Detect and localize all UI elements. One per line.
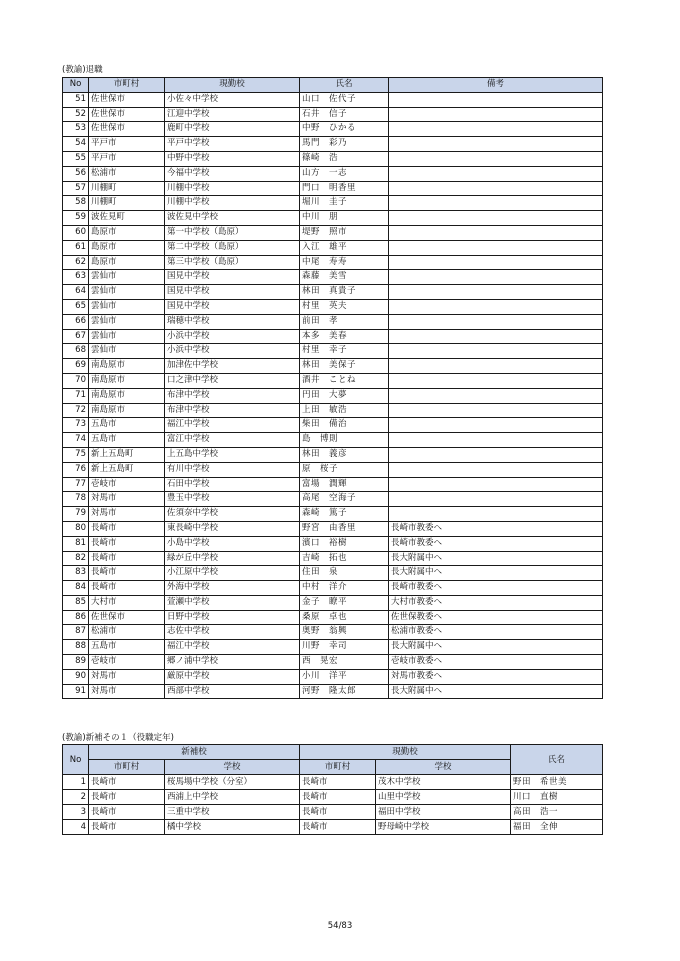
- cell-name: 村里 英夫: [300, 299, 389, 314]
- cell-no: 81: [63, 536, 89, 551]
- cell-new-school: 橘中学校: [165, 820, 300, 835]
- cell-remarks: [389, 225, 603, 240]
- cell-city: 松浦市: [89, 625, 165, 640]
- cell-name: 馬門 彩乃: [300, 137, 389, 152]
- cell-name: 森崎 篤子: [300, 507, 389, 522]
- cell-no: 85: [63, 595, 89, 610]
- cell-school: 小浜中学校: [165, 344, 300, 359]
- cell-school: 東長崎中学校: [165, 521, 300, 536]
- cell-city: 壱岐市: [89, 655, 165, 670]
- cell-remarks: [389, 196, 603, 211]
- new-appointment-table: [62, 744, 603, 835]
- cell-school: 緑が丘中学校: [165, 551, 300, 566]
- cell-city: 島原市: [89, 225, 165, 240]
- table-row: [63, 566, 603, 581]
- table-row: [63, 373, 603, 388]
- cell-remarks: [389, 255, 603, 270]
- cell-school: 小島中学校: [165, 536, 300, 551]
- cell-no: 62: [63, 255, 89, 270]
- cell-remarks: [389, 299, 603, 314]
- cell-school: 布津中学校: [165, 388, 300, 403]
- table-row: [63, 433, 603, 448]
- subheader-new-city: 市町村: [89, 760, 165, 775]
- cell-no: 67: [63, 329, 89, 344]
- cell-city: 南島原市: [89, 388, 165, 403]
- cell-city: 雲仙市: [89, 314, 165, 329]
- table-header-row: [63, 745, 603, 760]
- cell-name: 村里 幸子: [300, 344, 389, 359]
- cell-no: 79: [63, 507, 89, 522]
- cell-name: 中尾 寿寿: [300, 255, 389, 270]
- cell-school: 石田中学校: [165, 477, 300, 492]
- table-row: [63, 610, 603, 625]
- cell-name: 川口 直樹: [511, 790, 603, 805]
- cell-name: 桑原 卓也: [300, 610, 389, 625]
- cell-new-city: 長崎市: [89, 775, 165, 790]
- cell-remarks: [389, 359, 603, 374]
- cell-no: 52: [63, 107, 89, 122]
- cell-city: 新上五島町: [89, 462, 165, 477]
- cell-new-city: 長崎市: [89, 820, 165, 835]
- cell-new-school: 三重中学校: [165, 805, 300, 820]
- cell-name: 本多 美春: [300, 329, 389, 344]
- retirement-table: [62, 77, 603, 699]
- table-row: [63, 196, 603, 211]
- header-school: 現勤校: [165, 78, 300, 93]
- table-row: [63, 640, 603, 655]
- subheader-new-school: 学校: [165, 760, 300, 775]
- cell-name: 上田 敏浩: [300, 403, 389, 418]
- cell-no: 71: [63, 388, 89, 403]
- cell-school: 志佐中学校: [165, 625, 300, 640]
- cell-name: 川野 幸司: [300, 640, 389, 655]
- cell-city: 波佐見町: [89, 211, 165, 226]
- cell-city: 雲仙市: [89, 329, 165, 344]
- cell-no: 56: [63, 166, 89, 181]
- cell-school: 口之津中学校: [165, 373, 300, 388]
- cell-no: 63: [63, 270, 89, 285]
- header-no: No: [63, 78, 89, 93]
- cell-no: 51: [63, 92, 89, 107]
- table-row: [63, 492, 603, 507]
- header-name: 氏名: [300, 78, 389, 93]
- cell-school: 今福中学校: [165, 166, 300, 181]
- cell-remarks: 大村市教委へ: [389, 595, 603, 610]
- cell-school: 日野中学校: [165, 610, 300, 625]
- table-row: [63, 477, 603, 492]
- cell-name: 野宮 由香里: [300, 521, 389, 536]
- cell-city: 五島市: [89, 640, 165, 655]
- cell-remarks: 長大附属中へ: [389, 551, 603, 566]
- cell-name: 篠崎 浩: [300, 151, 389, 166]
- cell-name: 山口 佐代子: [300, 92, 389, 107]
- cell-no: 61: [63, 240, 89, 255]
- table-row: [63, 521, 603, 536]
- table-row: [63, 359, 603, 374]
- cell-city: 対馬市: [89, 684, 165, 699]
- cell-city: 新上五島町: [89, 447, 165, 462]
- cell-no: 86: [63, 610, 89, 625]
- cell-name: 入江 雄平: [300, 240, 389, 255]
- table-row: [63, 329, 603, 344]
- cell-name: 住田 泉: [300, 566, 389, 581]
- cell-new-school: 西浦上中学校: [165, 790, 300, 805]
- table-row: [63, 299, 603, 314]
- cell-no: 54: [63, 137, 89, 152]
- cell-remarks: [389, 181, 603, 196]
- cell-no: 4: [63, 820, 89, 835]
- cell-no: 1: [63, 775, 89, 790]
- cell-name: 中野 ひかる: [300, 122, 389, 137]
- cell-name: 小川 洋平: [300, 669, 389, 684]
- table-row: [63, 388, 603, 403]
- cell-city: 佐世保市: [89, 107, 165, 122]
- cell-name: 森藤 美雪: [300, 270, 389, 285]
- cell-name: 野田 希世美: [511, 775, 603, 790]
- cell-school: 江迎中学校: [165, 107, 300, 122]
- table-row: [63, 805, 603, 820]
- cell-name: 福田 全伸: [511, 820, 603, 835]
- cell-school: 萱瀬中学校: [165, 595, 300, 610]
- table-row: [63, 669, 603, 684]
- cell-remarks: 長大附属中へ: [389, 566, 603, 581]
- cell-remarks: [389, 403, 603, 418]
- cell-remarks: [389, 388, 603, 403]
- cell-city: 南島原市: [89, 403, 165, 418]
- cell-city: 長崎市: [89, 551, 165, 566]
- cell-school: 上五島中学校: [165, 447, 300, 462]
- section2-title: (教諭)新補その１（役職定年): [62, 733, 174, 743]
- table-row: [63, 536, 603, 551]
- cell-no: 84: [63, 581, 89, 596]
- cell-no: 80: [63, 521, 89, 536]
- cell-remarks: [389, 462, 603, 477]
- cell-no: 60: [63, 225, 89, 240]
- cell-school: 西部中学校: [165, 684, 300, 699]
- cell-city: 対馬市: [89, 669, 165, 684]
- cell-name: 林田 義彦: [300, 447, 389, 462]
- cell-no: 55: [63, 151, 89, 166]
- cell-name: 林田 美保子: [300, 359, 389, 374]
- cell-school: 鹿町中学校: [165, 122, 300, 137]
- cell-city: 長崎市: [89, 521, 165, 536]
- cell-remarks: [389, 373, 603, 388]
- cell-name: 奥野 翁興: [300, 625, 389, 640]
- cell-school: 富江中学校: [165, 433, 300, 448]
- cell-remarks: 佐世保教委へ: [389, 610, 603, 625]
- cell-city: 五島市: [89, 418, 165, 433]
- cell-remarks: [389, 211, 603, 226]
- cell-no: 57: [63, 181, 89, 196]
- cell-school: 第三中学校（島原）: [165, 255, 300, 270]
- table-row: [63, 314, 603, 329]
- cell-name: 高田 浩一: [511, 805, 603, 820]
- cell-school: 第一中学校（島原）: [165, 225, 300, 240]
- cell-no: 75: [63, 447, 89, 462]
- cell-name: 前田 孝: [300, 314, 389, 329]
- cell-school: 布津中学校: [165, 403, 300, 418]
- cell-city: 長崎市: [89, 536, 165, 551]
- header-no: No: [63, 745, 89, 775]
- table-row: [63, 581, 603, 596]
- cell-remarks: 長崎市教委へ: [389, 536, 603, 551]
- table-row: [63, 137, 603, 152]
- cell-no: 77: [63, 477, 89, 492]
- cell-name: 堤野 照市: [300, 225, 389, 240]
- cell-no: 2: [63, 790, 89, 805]
- cell-current-school: 山里中学校: [376, 790, 511, 805]
- cell-remarks: 長崎市教委へ: [389, 521, 603, 536]
- cell-name: 原 桜子: [300, 462, 389, 477]
- cell-city: 島原市: [89, 240, 165, 255]
- cell-no: 88: [63, 640, 89, 655]
- header-remarks: 備考: [389, 78, 603, 93]
- cell-no: 64: [63, 285, 89, 300]
- cell-city: 雲仙市: [89, 299, 165, 314]
- table-row: [63, 625, 603, 640]
- cell-remarks: [389, 285, 603, 300]
- table-row: [63, 403, 603, 418]
- cell-remarks: [389, 92, 603, 107]
- cell-no: 82: [63, 551, 89, 566]
- cell-school: 外海中学校: [165, 581, 300, 596]
- table-row: [63, 684, 603, 699]
- cell-remarks: [389, 344, 603, 359]
- cell-school: 国見中学校: [165, 270, 300, 285]
- cell-no: 68: [63, 344, 89, 359]
- cell-new-city: 長崎市: [89, 790, 165, 805]
- cell-remarks: [389, 418, 603, 433]
- cell-no: 74: [63, 433, 89, 448]
- cell-remarks: 長大附属中へ: [389, 640, 603, 655]
- cell-name: 円田 大夢: [300, 388, 389, 403]
- cell-school: 国見中学校: [165, 285, 300, 300]
- header-new-school: 新補校: [89, 745, 300, 760]
- cell-no: 83: [63, 566, 89, 581]
- cell-remarks: [389, 447, 603, 462]
- cell-name: 柴田 備治: [300, 418, 389, 433]
- cell-name: 門口 明香里: [300, 181, 389, 196]
- table-row: [63, 655, 603, 670]
- cell-city: 南島原市: [89, 373, 165, 388]
- cell-school: 第二中学校（島原）: [165, 240, 300, 255]
- cell-no: 72: [63, 403, 89, 418]
- cell-remarks: [389, 166, 603, 181]
- cell-city: 五島市: [89, 433, 165, 448]
- table-header-row: [63, 78, 603, 93]
- cell-city: 佐世保市: [89, 92, 165, 107]
- cell-no: 73: [63, 418, 89, 433]
- cell-new-school: 桜馬場中学校（分室）: [165, 775, 300, 790]
- cell-remarks: [389, 477, 603, 492]
- cell-remarks: [389, 507, 603, 522]
- section1-title: (教諭)退職: [62, 65, 103, 75]
- cell-name: 富場 潤輝: [300, 477, 389, 492]
- cell-city: 川棚町: [89, 181, 165, 196]
- cell-no: 59: [63, 211, 89, 226]
- cell-remarks: [389, 270, 603, 285]
- cell-current-school: 福田中学校: [376, 805, 511, 820]
- cell-school: 平戸中学校: [165, 137, 300, 152]
- table-row: [63, 92, 603, 107]
- cell-no: 65: [63, 299, 89, 314]
- cell-school: 小佐々中学校: [165, 92, 300, 107]
- cell-school: 有川中学校: [165, 462, 300, 477]
- subheader-current-school: 学校: [376, 760, 511, 775]
- cell-current-city: 長崎市: [300, 805, 376, 820]
- cell-name: 中村 洋介: [300, 581, 389, 596]
- cell-remarks: [389, 329, 603, 344]
- cell-no: 53: [63, 122, 89, 137]
- table-row: [63, 790, 603, 805]
- table-row: [63, 820, 603, 835]
- cell-no: 58: [63, 196, 89, 211]
- cell-school: 小江原中学校: [165, 566, 300, 581]
- cell-remarks: [389, 240, 603, 255]
- cell-city: 長崎市: [89, 581, 165, 596]
- table-row: [63, 166, 603, 181]
- cell-city: 対馬市: [89, 507, 165, 522]
- cell-no: 78: [63, 492, 89, 507]
- cell-no: 70: [63, 373, 89, 388]
- table-row: [63, 551, 603, 566]
- cell-no: 89: [63, 655, 89, 670]
- cell-city: 島原市: [89, 255, 165, 270]
- cell-name: 石井 信子: [300, 107, 389, 122]
- cell-school: 波佐見中学校: [165, 211, 300, 226]
- cell-name: 堀川 圭子: [300, 196, 389, 211]
- table-row: [63, 595, 603, 610]
- table-row: [63, 122, 603, 137]
- cell-name: 高尾 空海子: [300, 492, 389, 507]
- cell-current-city: 長崎市: [300, 790, 376, 805]
- header-name: 氏名: [511, 745, 603, 775]
- cell-remarks: 松浦市教委へ: [389, 625, 603, 640]
- cell-city: 壱岐市: [89, 477, 165, 492]
- table-row: [63, 285, 603, 300]
- cell-current-city: 長崎市: [300, 775, 376, 790]
- cell-no: 76: [63, 462, 89, 477]
- table-row: [63, 151, 603, 166]
- cell-school: 佐須奈中学校: [165, 507, 300, 522]
- cell-school: 厳原中学校: [165, 669, 300, 684]
- table-row: [63, 181, 603, 196]
- cell-name: 酒井 ことね: [300, 373, 389, 388]
- cell-remarks: [389, 314, 603, 329]
- cell-remarks: [389, 122, 603, 137]
- cell-city: 長崎市: [89, 566, 165, 581]
- cell-city: 大村市: [89, 595, 165, 610]
- table-row: [63, 418, 603, 433]
- cell-city: 佐世保市: [89, 610, 165, 625]
- page-number: 54/83: [327, 921, 353, 931]
- cell-city: 平戸市: [89, 137, 165, 152]
- table-row: [63, 507, 603, 522]
- table-row: [63, 462, 603, 477]
- subheader-current-city: 市町村: [300, 760, 376, 775]
- cell-current-school: 茂木中学校: [376, 775, 511, 790]
- table-row: [63, 775, 603, 790]
- cell-no: 91: [63, 684, 89, 699]
- cell-city: 南島原市: [89, 359, 165, 374]
- cell-school: 小浜中学校: [165, 329, 300, 344]
- header-current-school: 現勤校: [300, 745, 511, 760]
- header-city: 市町村: [89, 78, 165, 93]
- cell-city: 松浦市: [89, 166, 165, 181]
- table-row: [63, 211, 603, 226]
- cell-city: 平戸市: [89, 151, 165, 166]
- table-row: [63, 255, 603, 270]
- table-row: [63, 240, 603, 255]
- cell-name: 西 晃宏: [300, 655, 389, 670]
- cell-name: 島 博則: [300, 433, 389, 448]
- cell-remarks: 壱岐市教委へ: [389, 655, 603, 670]
- table-row: [63, 225, 603, 240]
- cell-remarks: 対馬市教委へ: [389, 669, 603, 684]
- cell-no: 87: [63, 625, 89, 640]
- cell-school: 川棚中学校: [165, 196, 300, 211]
- cell-city: 川棚町: [89, 196, 165, 211]
- cell-no: 3: [63, 805, 89, 820]
- cell-remarks: [389, 107, 603, 122]
- cell-name: 河野 隆太郎: [300, 684, 389, 699]
- cell-school: 加津佐中学校: [165, 359, 300, 374]
- cell-name: 吉崎 拓也: [300, 551, 389, 566]
- table-row: [63, 107, 603, 122]
- cell-city: 雲仙市: [89, 285, 165, 300]
- cell-name: 山方 一志: [300, 166, 389, 181]
- table-row: [63, 270, 603, 285]
- cell-current-school: 野母崎中学校: [376, 820, 511, 835]
- cell-school: 瑞穂中学校: [165, 314, 300, 329]
- cell-city: 佐世保市: [89, 122, 165, 137]
- cell-new-city: 長崎市: [89, 805, 165, 820]
- cell-name: 中川 朋: [300, 211, 389, 226]
- cell-school: 福江中学校: [165, 640, 300, 655]
- cell-school: 中野中学校: [165, 151, 300, 166]
- cell-school: 川棚中学校: [165, 181, 300, 196]
- cell-city: 雲仙市: [89, 270, 165, 285]
- cell-name: 金子 瞭平: [300, 595, 389, 610]
- cell-city: 対馬市: [89, 492, 165, 507]
- cell-remarks: [389, 151, 603, 166]
- cell-school: 豊玉中学校: [165, 492, 300, 507]
- cell-no: 90: [63, 669, 89, 684]
- cell-remarks: 長崎市教委へ: [389, 581, 603, 596]
- cell-remarks: 長大附属中へ: [389, 684, 603, 699]
- cell-name: 林田 真貴子: [300, 285, 389, 300]
- cell-remarks: [389, 137, 603, 152]
- cell-remarks: [389, 492, 603, 507]
- cell-name: 濱口 裕樹: [300, 536, 389, 551]
- cell-current-city: 長崎市: [300, 820, 376, 835]
- cell-remarks: [389, 433, 603, 448]
- cell-no: 69: [63, 359, 89, 374]
- table-row: [63, 447, 603, 462]
- cell-school: 国見中学校: [165, 299, 300, 314]
- cell-school: 福江中学校: [165, 418, 300, 433]
- cell-city: 雲仙市: [89, 344, 165, 359]
- cell-school: 郷ノ浦中学校: [165, 655, 300, 670]
- table-row: [63, 344, 603, 359]
- cell-no: 66: [63, 314, 89, 329]
